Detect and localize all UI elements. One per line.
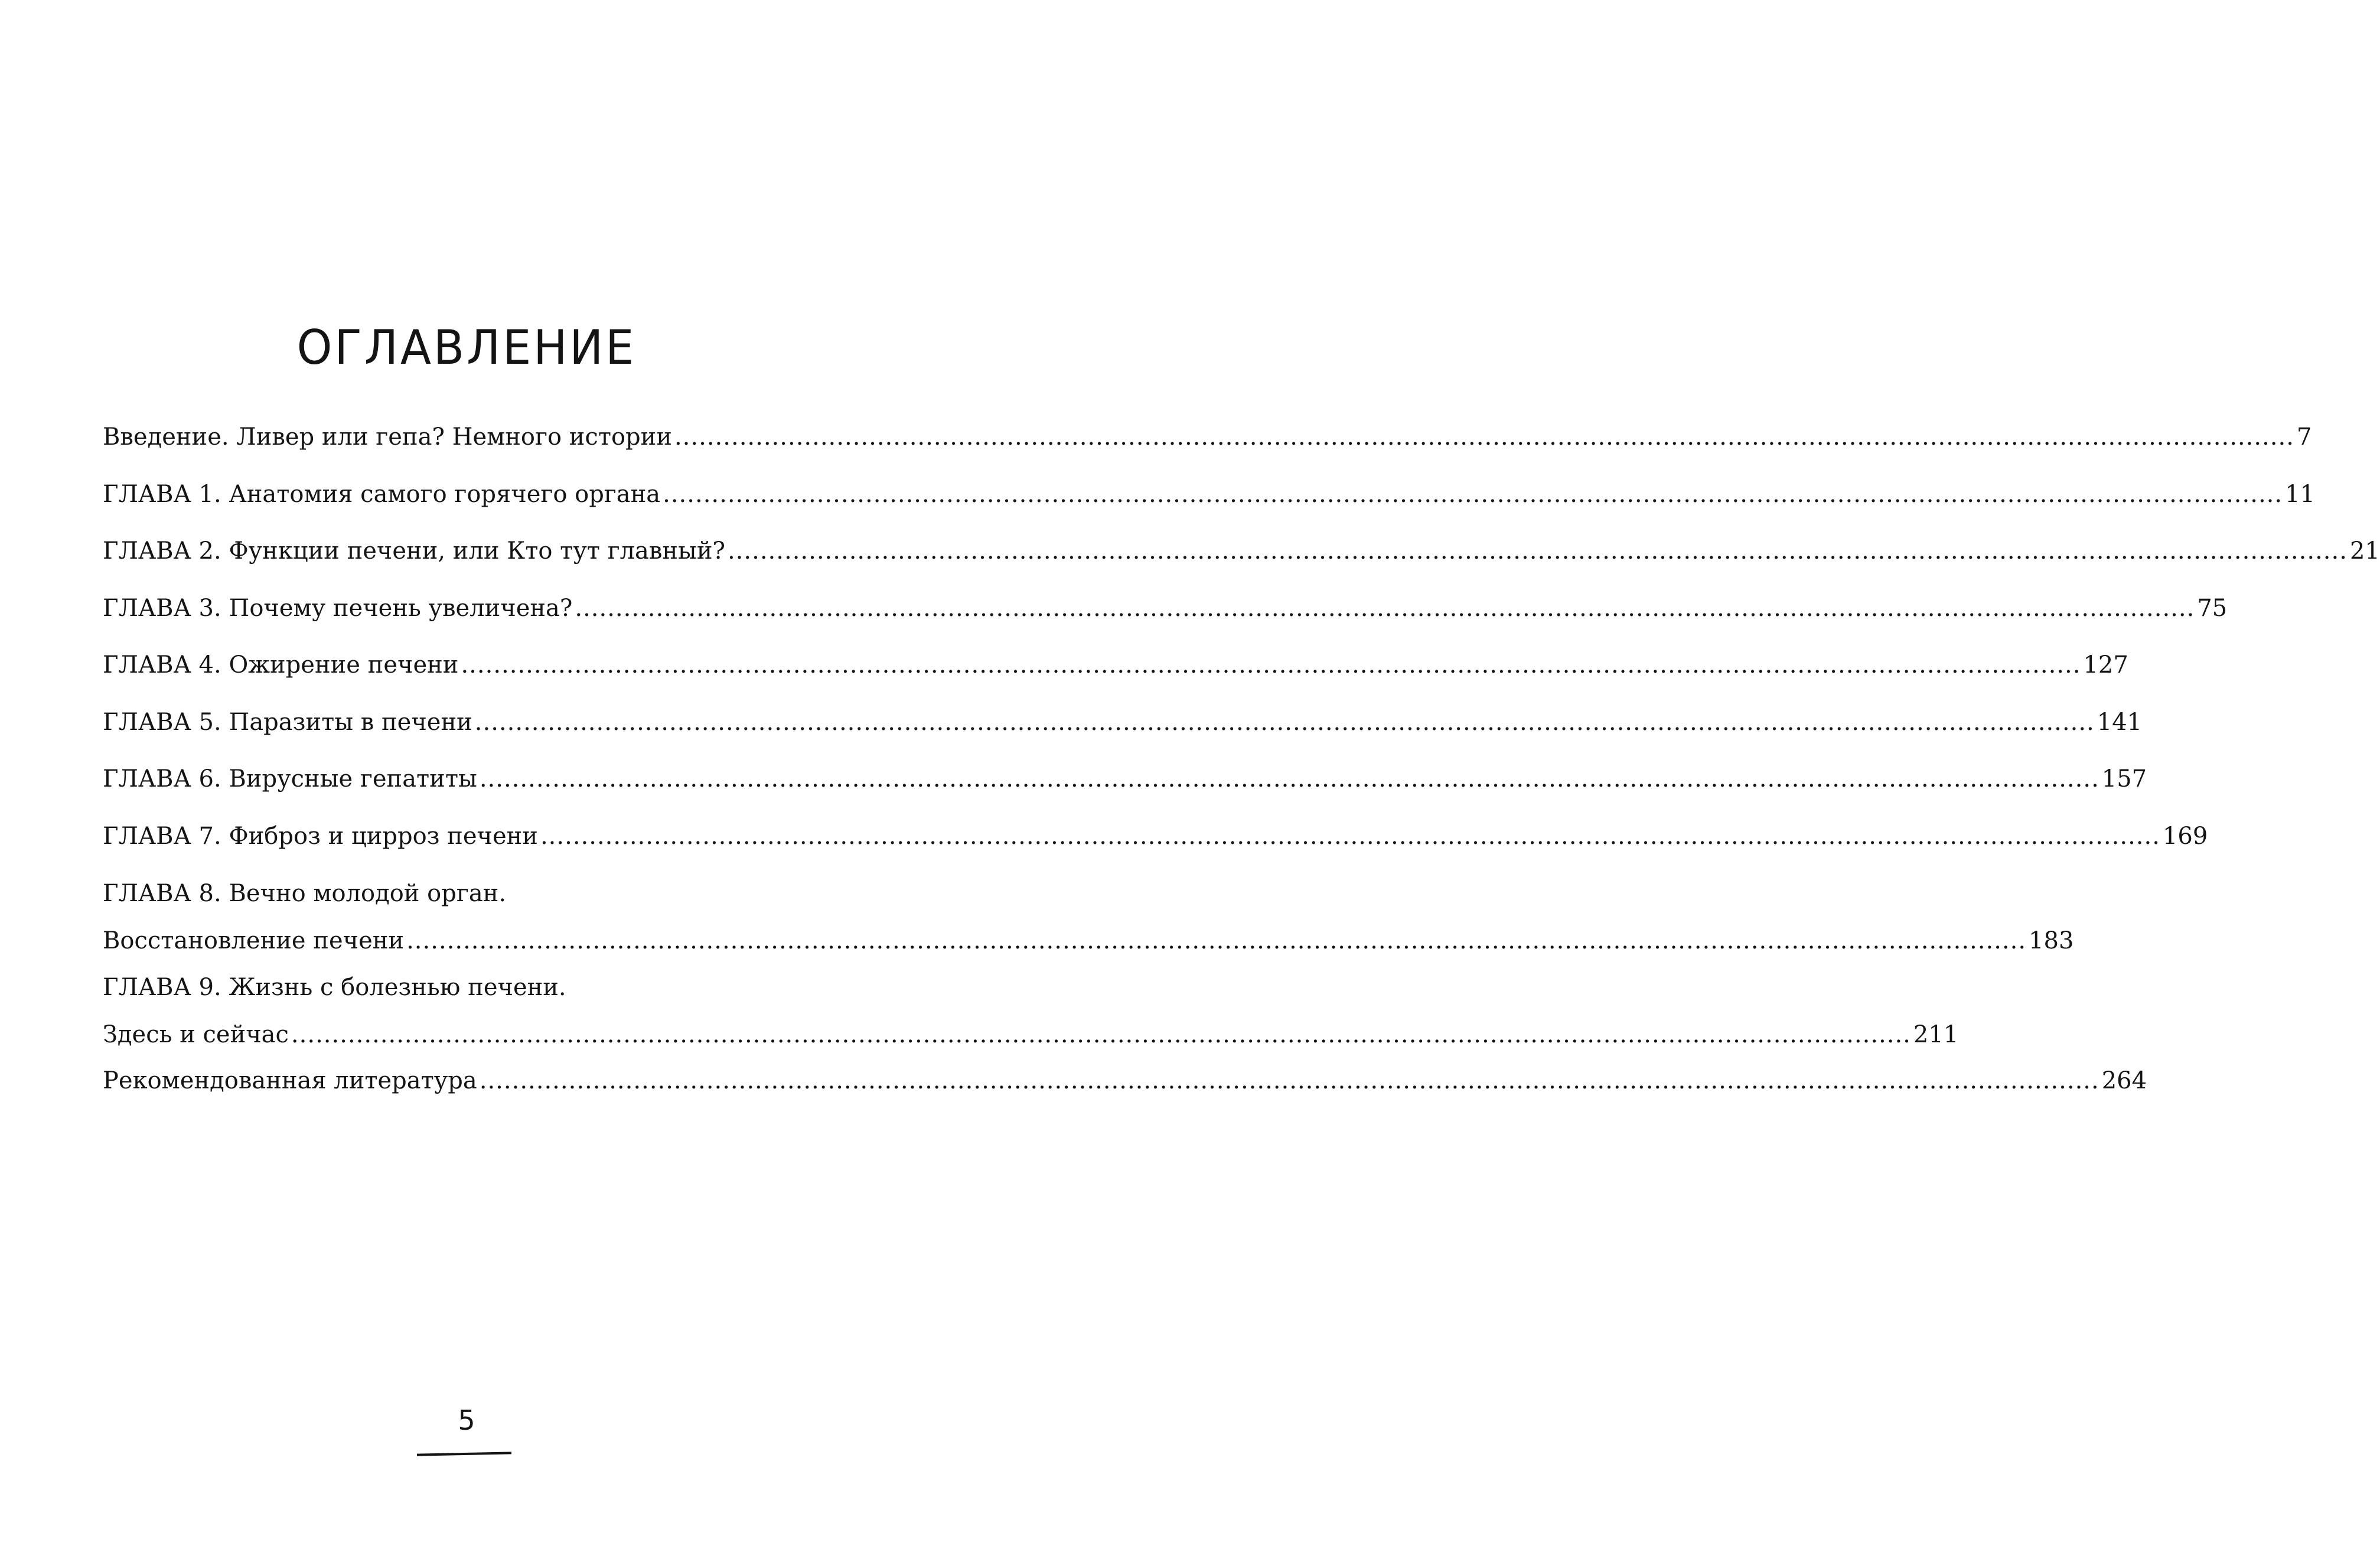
- toc-entry: [103, 593, 2228, 623]
- dot-leader: ........................................................................................................................................................................................................: [479, 1067, 2099, 1094]
- dot-leader: ........................................................................................................................................................................................................: [727, 537, 2348, 565]
- dot-leader: ........................................................................................................................................................................................................: [406, 927, 2027, 954]
- table-of-contents: [103, 0, 2380, 1181]
- dot-leader: ........................................................................................................................................................................................................: [291, 1021, 1911, 1048]
- toc-entry-page: 21: [2349, 537, 2380, 565]
- toc-entry-title: Введение. Ливер или гепа? Немного истории: [103, 423, 672, 451]
- dot-leader: ........................................................................................................................................................................................................: [575, 595, 2195, 622]
- toc-entry: [103, 707, 2143, 737]
- toc-entry-page: 183: [2029, 927, 2074, 954]
- toc-entry: [103, 879, 2074, 956]
- toc-entry-title-continued: Здесь и сейчас: [103, 1021, 289, 1048]
- toc-entry-title-continued: Восстановление печени: [103, 927, 405, 954]
- toc-entry-page: 169: [2162, 823, 2208, 850]
- toc-entry-title: ГЛАВА 8. Вечно молодой орган.: [103, 880, 507, 907]
- toc-entry-title: ГЛАВА 3. Почему печень увеличена?: [103, 595, 573, 622]
- dot-leader: ........................................................................................................................................................................................................: [540, 823, 2160, 850]
- toc-entry: [103, 1066, 2147, 1095]
- toc-entry: [103, 480, 2315, 509]
- page-number-underline: [417, 1452, 511, 1456]
- toc-entry-title: ГЛАВА 9. Жизнь с болезнью печени.: [103, 974, 566, 1001]
- toc-entry: [103, 764, 2147, 794]
- toc-entry-page: 141: [2097, 709, 2143, 736]
- toc-entry-title: ГЛАВА 1. Анатомия самого горячего органа: [103, 481, 661, 508]
- toc-entry-page: 264: [2101, 1067, 2147, 1094]
- toc-entry: [103, 650, 2128, 680]
- toc-entry-title: ГЛАВА 5. Паразиты в печени: [103, 709, 472, 736]
- toc-entry: [103, 973, 1959, 1049]
- toc-entry: [103, 821, 2208, 851]
- toc-entry: [103, 422, 2312, 452]
- toc-entry-page: 11: [2285, 481, 2315, 508]
- page-number: 5: [458, 1404, 475, 1436]
- dot-leader: ........................................................................................................................................................................................................: [674, 423, 2294, 451]
- toc-entry-title: ГЛАВА 2. Функции печени, или Кто тут главный?: [103, 537, 725, 565]
- dot-leader: ........................................................................................................................................................................................................: [663, 481, 2283, 508]
- toc-entry-title: Рекомендованная литература: [103, 1067, 477, 1094]
- toc-entry-page: 127: [2083, 651, 2128, 679]
- toc-entry-page: 157: [2101, 765, 2147, 793]
- dot-leader: ........................................................................................................................................................................................................: [479, 765, 2099, 793]
- toc-entry-page: 7: [2296, 423, 2312, 451]
- page-title: ОГЛАВЛЕНИЕ: [296, 319, 637, 375]
- dot-leader: ........................................................................................................................................................................................................: [474, 709, 2095, 736]
- toc-entry-page: 75: [2197, 595, 2228, 622]
- toc-entry-title: ГЛАВА 7. Фиброз и цирроз печени: [103, 823, 538, 850]
- toc-entry: [103, 536, 2380, 566]
- toc-entry-title: ГЛАВА 4. Ожирение печени: [103, 651, 459, 679]
- dot-leader: ........................................................................................................................................................................................................: [461, 651, 2081, 679]
- toc-entry-title: ГЛАВА 6. Вирусные гепатиты: [103, 765, 477, 793]
- toc-entry-page: 211: [1913, 1021, 1959, 1048]
